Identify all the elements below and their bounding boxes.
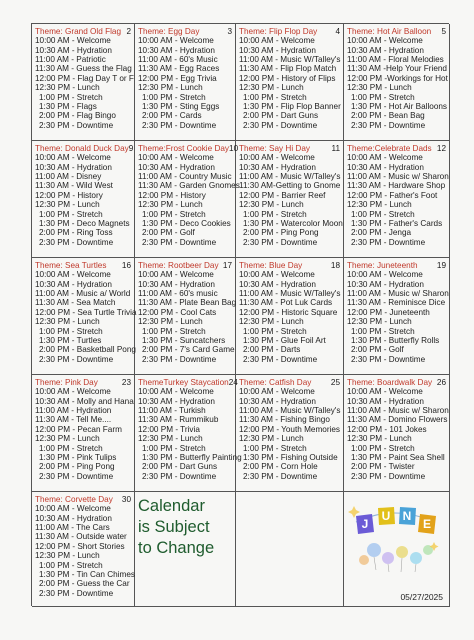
schedule-item: 2:00 PM - Basketball Pong [39,345,136,355]
schedule-item: 11:00 AM - Music W/Talley's [239,55,341,65]
day-header [35,261,132,270]
schedule-item: 1:30 PM - Deco Cookies [142,219,231,229]
day-header [239,27,341,36]
schedule-item: 2:00 PM - Cards [142,111,202,121]
day-theme: Theme:Celebrate Dads [347,144,432,153]
schedule-item: 10:00 AM - Welcome [138,387,214,397]
schedule-item: 1:00 PM - Stretch [142,92,206,102]
day-header [35,378,132,387]
schedule-item: 1:30 PM - Deco Magnets [39,219,130,229]
schedule-item: 10:00 AM - Welcome [35,387,111,397]
day-number: 9 [128,144,134,153]
day-cell [32,492,135,607]
letter-balloon-u [378,507,395,525]
day-number: 16 [121,261,131,270]
schedule-item: 11:00 AM - Music w/ Sharon [347,406,449,416]
schedule-item: 1:30 PM - Flags [39,102,97,112]
schedule-item: 12:00 PM - Youth Memories [239,424,341,434]
schedule-item: 1:00 PM - Stretch [39,560,103,570]
day-header [35,495,132,504]
schedule-item: 12:00 PM - Pecan Farm [35,424,122,434]
notice-line: to Change [138,539,215,557]
day-header [347,27,447,36]
schedule-item: 11:30 AM - Sea Match [35,298,116,308]
schedule-item: 2:00 PM - Dart Guns [243,111,319,121]
letter-balloon-n [399,507,416,525]
day-cell [135,24,236,141]
june-balloons-illustration [344,492,444,572]
schedule-item: 1:30 PM - Pink Tulips [39,453,117,463]
schedule-item: 10:00 AM - Welcome [239,270,315,280]
day-theme: Theme: Say Hi Day [239,144,310,153]
schedule-item: 11:30 AM - Wild West [35,181,113,191]
day-theme: Theme: Flip Flop Day [239,27,318,36]
schedule-item: 10:30 AM - Hydration [138,396,215,406]
day-cell [344,375,450,492]
schedule-item: 2:30 PM - Downtime [39,354,114,364]
day-cell [32,258,135,375]
notice-cell [135,492,236,607]
schedule-item: 10:30 AM - Hydration [239,45,316,55]
day-cell [344,24,450,141]
day-cell [135,141,240,258]
schedule-item: 12:00 PM - History [138,190,206,200]
schedule-item: 1:00 PM - Stretch [351,326,415,336]
notice-line: is Subject [138,518,210,536]
schedule-item: 12:30 PM - Lunch [35,551,100,561]
schedule-item: 11:00 AM - 60's Music [138,55,218,65]
schedule-item: 1:30 PM - Butterfly Painting [142,453,242,463]
day-theme: Theme: Corvette Day [35,495,113,504]
day-cell [236,258,344,375]
schedule-item: 2:00 PM - Jenga [351,228,412,238]
schedule-item: 11:00 AM - Turkish [138,406,206,416]
schedule-item: 2:30 PM - Downtime [243,471,318,481]
schedule-item: 2:30 PM - Downtime [351,471,426,481]
schedule-item: 12:30 PM - Lunch [138,200,203,210]
day-header [138,144,239,153]
schedule-item: 12:30 PM - Lunch [239,200,304,210]
schedule-item: 12:30 PM - Lunch [239,434,304,444]
schedule-item: 1:00 PM - Stretch [243,443,307,453]
day-cell [344,258,450,375]
day-theme: Theme: Egg Day [138,27,200,36]
june-art-cell [344,492,450,607]
schedule-item: 2:00 PM - Ping Pong [39,462,115,472]
day-theme: Theme: Rootbeer Day [138,261,219,270]
schedule-item: 11:00 AM - Music w/ Sharon [347,172,449,182]
day-number: 2 [126,27,131,36]
schedule-item: 1:00 PM - Stretch [351,209,415,219]
schedule-item: 1:00 PM - Stretch [142,443,206,453]
schedule-item: 12:30 PM - Lunch [35,200,100,210]
schedule-item: 1:00 PM - Stretch [142,326,206,336]
schedule-item: 10:30 AM - Hydration [35,279,112,289]
day-number: 30 [121,495,131,504]
day-theme: Theme: Catfish Day [239,378,312,387]
schedule-item: 11:00 AM - Patriotic [35,55,106,65]
schedule-item: 11:00 AM - Music W/Talley's [239,289,341,299]
day-cell [236,24,344,141]
schedule-item: 12:00 PM - Father's Foot [347,190,438,200]
day-header [347,144,447,153]
schedule-item: 11:00 AM - Music w/ Sharon [347,289,449,299]
day-number: 17 [222,261,232,270]
schedule-item: 12:00 PM - Egg Trivia [138,73,217,83]
schedule-item: 1:00 PM - Stretch [243,209,307,219]
schedule-item: 11:30 AM - Outside water [35,532,127,542]
schedule-item: 11:30 AM - Hardware Shop [347,181,446,191]
schedule-item: 12:00 PM - Trivia [138,424,200,434]
schedule-item: 12:00 PM - History of Flips [239,73,336,83]
schedule-item: 2:00 PM - Dart Guns [142,462,218,472]
day-header [347,378,447,387]
day-theme: Theme:Frost Cookie Day [138,144,230,153]
day-cell [236,141,344,258]
letter-balloon-e [418,514,436,534]
schedule-item: 10:30 AM - Hydration [347,396,424,406]
day-theme: Theme: Juneteenth [347,261,418,270]
schedule-item: 12:00 PM - Barrier Reef [239,190,326,200]
schedule-item: 11:00 AM - Country Music [138,172,232,182]
schedule-item: 11:30 AM-Getting to Gnome [239,181,341,191]
schedule-item: 2:00 PM - Corn Hole [243,462,318,472]
schedule-item: 10:30 AM - Hydration [239,396,316,406]
schedule-item: 1:30 PM - Glue Foil Art [243,336,326,346]
schedule-item: 11:30 AM - Pot Luk Cards [239,298,333,308]
letter-e: E [422,517,432,531]
schedule-item: 10:00 AM - Welcome [239,36,315,46]
schedule-item: 12:00 PM - Sea Turtle Trivia [35,307,137,317]
schedule-item: 10:30 AM - Hydration [35,45,112,55]
schedule-item: 11:00 AM - Music W/Talley's [239,172,341,182]
schedule-item: 10:30 AM - Hydration [347,162,424,172]
schedule-item: 2:30 PM - Downtime [243,120,318,130]
notice-text [138,496,214,559]
day-theme: Theme: Pink Day [35,378,98,387]
schedule-item: 10:00 AM - Welcome [347,270,423,280]
schedule-item: 12:00 PM - Cool Cats [138,307,217,317]
day-header [35,27,132,36]
schedule-item: 11:30 AM -Help Your Friend [347,64,447,74]
schedule-item: 2:00 PM - Ping Pong [243,228,319,238]
schedule-item: 12:30 PM - Lunch [347,317,412,327]
schedule-item: 2:30 PM - Downtime [243,354,318,364]
day-theme: Theme: Sea Turtles [35,261,107,270]
schedule-item: 2:00 PM - Flag Bingo [39,111,116,121]
day-cell [32,24,135,141]
schedule-item: 1:30 PM - Sting Eggs [142,102,220,112]
schedule-item: 10:00 AM - Welcome [239,387,315,397]
schedule-item: 10:30 AM - Molly and Hana [35,396,134,406]
schedule-item: 2:00 PM - Golf [142,228,195,238]
schedule-item: 2:30 PM - Downtime [39,471,114,481]
schedule-item: 12:00 PM - History [35,190,103,200]
day-theme: Theme: Donald Duck Day [35,144,129,153]
schedule-item: 10:30 AM - Hydration [138,45,215,55]
day-cell [135,258,236,375]
schedule-item: 12:00 PM - Juneteenth [347,307,430,317]
day-number: 5 [441,27,446,36]
day-header [138,261,233,270]
schedule-item: 11:30 AM - Fishing Bingo [239,415,330,425]
letter-j: J [361,517,369,531]
schedule-item: 12:30 PM - Lunch [35,434,100,444]
schedule-item: 2:30 PM - Downtime [39,120,114,130]
letter-n: N [402,509,412,523]
schedule-item: 2:00 PM - Guess the Car [39,579,130,589]
schedule-item: 11:30 AM - Rummikub [138,415,219,425]
schedule-item: 10:30 AM - Hydration [138,162,215,172]
schedule-item: 10:00 AM - Welcome [35,153,111,163]
schedule-item: 1:30 PM - Paint Sea Shell [351,453,445,463]
schedule-item: 2:00 PM - Bean Bag [351,111,425,121]
schedule-item: 1:30 PM - Butterfly Rolls [351,336,440,346]
schedule-item: 12:30 PM - Lunch [138,434,203,444]
day-number: 23 [121,378,131,387]
schedule-item: 12:30 PM - Lunch [35,317,100,327]
schedule-item: 11:30 AM - Plate Bean Bag [138,298,237,308]
schedule-item: 11:30 AM - Garden Gnomes [138,181,240,191]
schedule-item: 1:00 PM - Stretch [351,92,415,102]
day-cell [236,375,344,492]
schedule-item: 10:30 AM - Hydration [138,279,215,289]
schedule-item: 1:30 PM - Father's Cards [351,219,443,229]
day-number: 10 [229,144,239,153]
day-theme: Theme: Blue Day [239,261,303,270]
day-header [239,144,341,153]
schedule-item: 2:30 PM - Downtime [351,237,426,247]
schedule-item: 12:00 PM -Workings for Hot [347,73,448,83]
schedule-item: 1:00 PM - Stretch [39,92,103,102]
schedule-item: 10:00 AM - Welcome [138,270,214,280]
schedule-item: 12:30 PM - Lunch [347,200,412,210]
day-number: 4 [335,27,340,36]
schedule-item: 2:30 PM - Downtime [39,588,114,598]
day-number: 12 [436,144,446,153]
schedule-item: 1:00 PM - Stretch [39,443,103,453]
schedule-item: 12:00 PM - 101 Jokes [347,424,427,434]
schedule-item: 10:30 AM - Hydration [239,279,316,289]
schedule-item: 11:30 AM - Reminisce Dice [347,298,446,308]
day-cell [344,141,450,258]
schedule-item: 11:00 AM - Music a/ World [35,289,131,299]
schedule-item: 11:00 AM - Floral Melodies [347,55,444,65]
schedule-item: 2:30 PM - Downtime [142,354,217,364]
schedule-item: 11:30 AM - Flip Flop Match [239,64,337,74]
schedule-item: 10:00 AM - Welcome [35,270,111,280]
schedule-item: 10:30 AM - Hydration [35,162,112,172]
schedule-item: 11:30 AM - Egg Races [138,64,220,74]
schedule-item: 2:30 PM - Downtime [243,237,318,247]
schedule-item: 10:00 AM - Welcome [239,153,315,163]
schedule-item: 1:30 PM - Flip Flop Banner [243,102,341,112]
schedule-item: 11:00 AM - Music W/Talley's [239,406,341,416]
schedule-item: 1:30 PM - Watercolor Moon [243,219,343,229]
schedule-item: 10:00 AM - Welcome [347,387,423,397]
day-cell [32,375,135,492]
schedule-item: 10:30 AM - Hydration [35,513,112,523]
date-stamp: 05/27/2025 [400,592,443,602]
day-header [138,378,238,387]
schedule-item: 2:30 PM - Downtime [351,354,426,364]
day-theme: ThemeTurkey Staycation [138,378,229,387]
schedule-item: 1:00 PM - Stretch [142,209,206,219]
day-number: 11 [331,144,340,153]
day-header [239,261,341,270]
schedule-item: 10:30 AM - Hydration [347,45,424,55]
schedule-item: 11:00 AM - 60's music [138,289,218,299]
schedule-item: 10:30 AM - Hydration [347,279,424,289]
day-header [35,144,132,153]
schedule-item: 1:30 PM - Hot Air Balloons [351,102,448,112]
schedule-item: 10:00 AM - Welcome [138,36,214,46]
schedule-item: 10:00 AM - Welcome [347,153,423,163]
schedule-item: 11:30 AM - Guess the Flag [35,64,132,74]
day-theme: Theme: Boardwalk Day [347,378,433,387]
schedule-item: 12:30 PM - Lunch [138,83,203,93]
schedule-item: 11:00 AM - Hydration [35,406,112,416]
schedule-item: 12:00 PM - Flag Day T or F [35,73,134,83]
schedule-item: 2:00 PM - Twister [351,462,415,472]
day-number: 19 [436,261,446,270]
calendar-grid [31,23,449,606]
day-number: 25 [330,378,340,387]
schedule-item: 11:00 AM - Disney [35,172,102,182]
day-number: 24 [228,378,238,387]
schedule-item: 12:30 PM - Lunch [239,83,304,93]
day-theme: Theme: Grand Old Flag [35,27,122,36]
schedule-item: 11:30 AM - Tell Me.... [35,415,112,425]
schedule-item: 1:00 PM - Stretch [39,326,103,336]
schedule-item: 12:30 PM - Lunch [347,83,412,93]
schedule-item: 10:00 AM - Welcome [35,504,111,514]
notice-line: Calendar [138,497,205,515]
schedule-item: 1:00 PM - Stretch [39,209,103,219]
schedule-item: 2:30 PM - Downtime [142,120,217,130]
schedule-item: 1:00 PM - Stretch [243,92,307,102]
schedule-item: 11:30 AM - Domino Flowers [347,415,448,425]
schedule-item: 2:30 PM - Downtime [351,120,426,130]
empty-cell [236,492,344,607]
schedule-item: 2:30 PM - Downtime [39,237,114,247]
schedule-item: 1:30 PM - Turtles [39,336,102,346]
schedule-item: 1:30 PM - Fishing Outside [243,453,338,463]
schedule-item: 1:00 PM - Stretch [351,443,415,453]
schedule-item: 10:30 AM - Hydration [239,162,316,172]
schedule-item: 12:00 PM - Short Stories [35,541,125,551]
schedule-item: 10:00 AM - Welcome [138,153,214,163]
schedule-item: 2:00 PM - Ring Toss [39,228,113,238]
day-header [138,27,233,36]
day-number: 18 [330,261,340,270]
schedule-item: 2:30 PM - Downtime [142,237,217,247]
schedule-item: 1:30 PM - Suncatchers [142,336,226,346]
schedule-item: 1:30 PM - Tin Can Chimes [39,570,136,580]
day-cell [32,141,135,258]
schedule-item: 12:30 PM - Lunch [35,83,100,93]
schedule-item: 11:00 AM - The Cars [35,523,110,533]
schedule-item: 12:30 PM - Lunch [239,317,304,327]
letter-balloon-j [356,514,374,534]
schedule-item: 2:00 PM - 7's Card Game [142,345,235,355]
day-header [347,261,447,270]
day-theme: Theme: Hot Air Balloon [347,27,432,36]
schedule-item: 12:00 PM - Historic Square [239,307,338,317]
schedule-item: 10:00 AM - Welcome [347,36,423,46]
day-cell [135,375,242,492]
schedule-item: 10:00 AM - Welcome [35,36,111,46]
schedule-item: 2:00 PM - Darts [243,345,301,355]
letter-u: U [381,509,391,523]
day-number: 26 [436,378,446,387]
day-header [239,378,341,387]
schedule-item: 1:00 PM - Stretch [243,326,307,336]
schedule-item: 12:30 PM - Lunch [347,434,412,444]
day-number: 3 [227,27,232,36]
schedule-item: 2:30 PM - Downtime [142,471,217,481]
schedule-item: 2:00 PM - Golf [351,345,404,355]
schedule-item: 12:30 PM - Lunch [138,317,203,327]
